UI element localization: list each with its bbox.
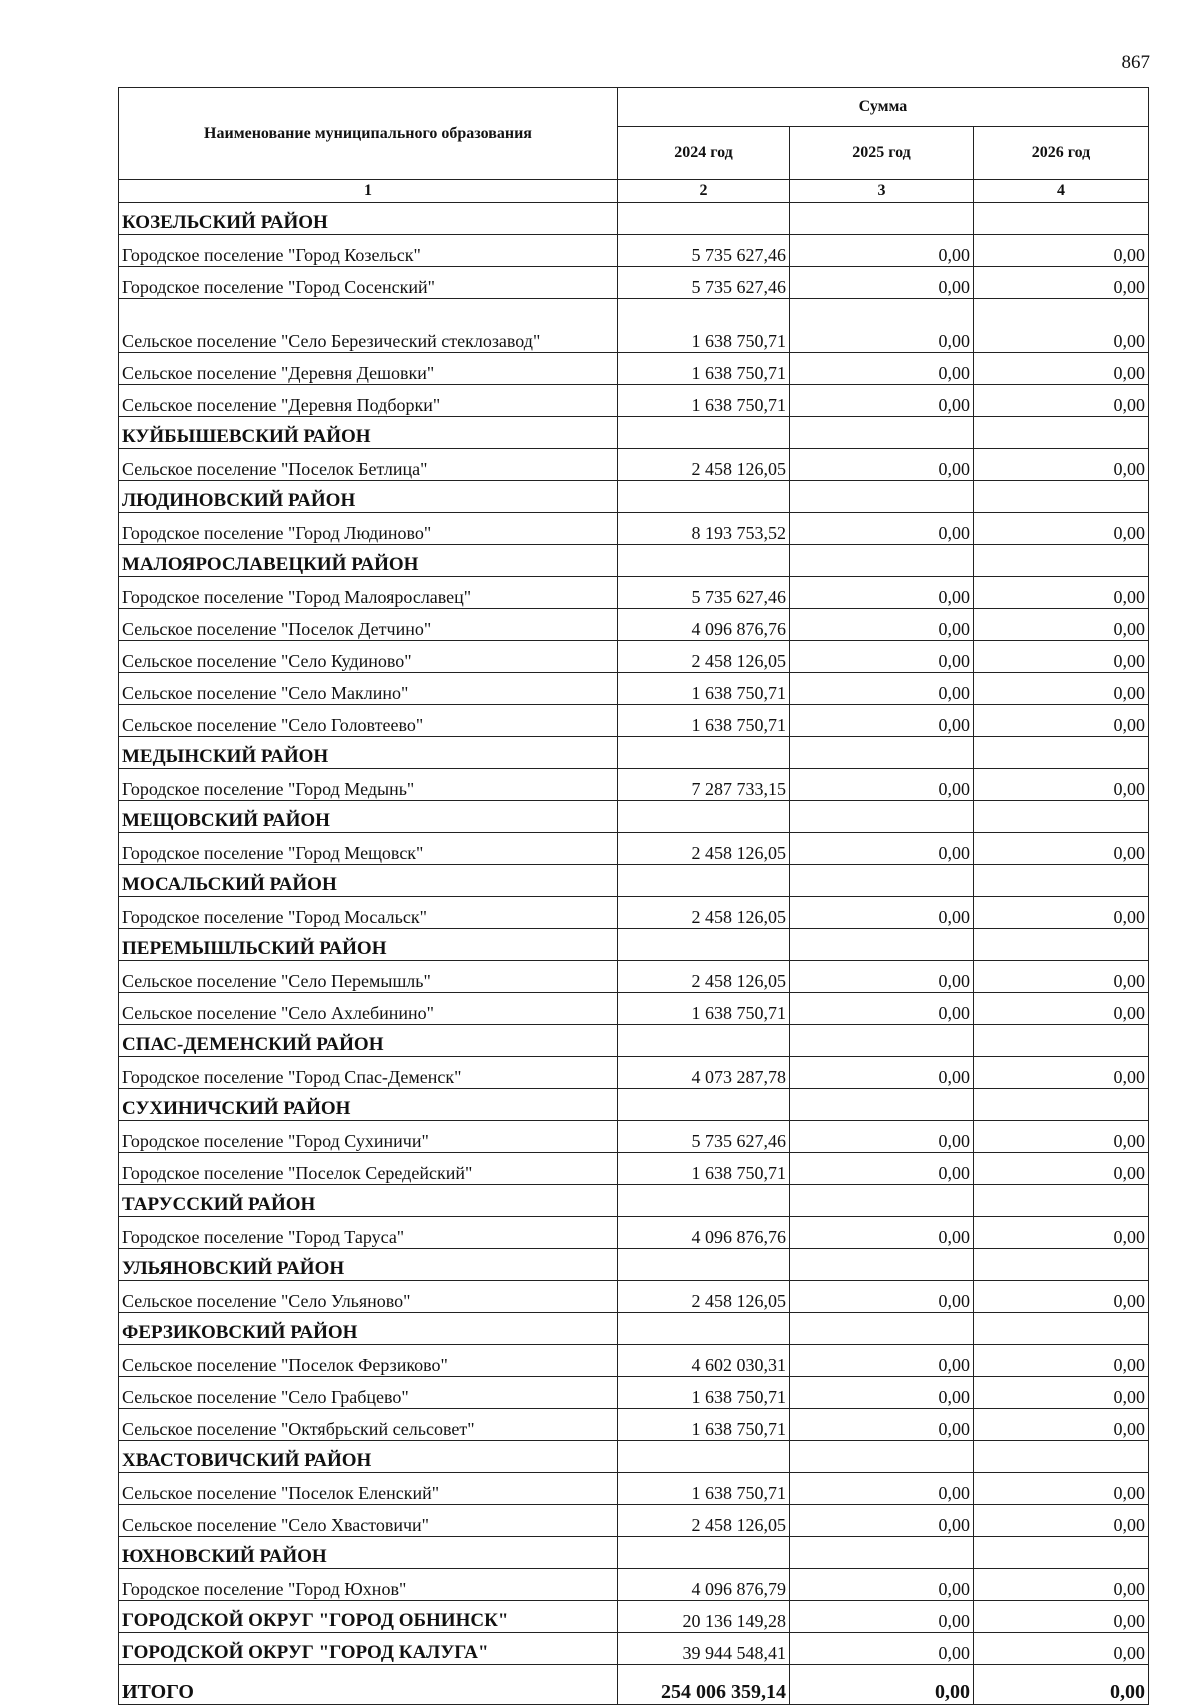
budget-table bbox=[118, 87, 1149, 1705]
amount-2024: 2 458 126,05 bbox=[618, 961, 790, 993]
amount-2025: 0,00 bbox=[790, 1153, 974, 1185]
amount-2024: 7 287 733,15 bbox=[618, 769, 790, 801]
amount-2025: 0,00 bbox=[790, 299, 974, 353]
column-number: 2 bbox=[618, 180, 790, 203]
municipality-name: Сельское поселение "Деревня Подборки" bbox=[119, 385, 618, 417]
amount-2025: 0,00 bbox=[790, 1473, 974, 1505]
amount-2025 bbox=[790, 929, 974, 961]
table-row bbox=[119, 641, 1149, 673]
amount-2024: 1 638 750,71 bbox=[618, 705, 790, 737]
amount-2025: 0,00 bbox=[790, 1633, 974, 1665]
table-row bbox=[119, 353, 1149, 385]
table-row bbox=[119, 1345, 1149, 1377]
amount-2025: 0,00 bbox=[790, 235, 974, 267]
table-row bbox=[119, 385, 1149, 417]
municipality-name: Сельское поселение "Село Маклино" bbox=[119, 673, 618, 705]
district-header-row bbox=[119, 481, 1149, 513]
municipality-name: Городское поселение "Город Козельск" bbox=[119, 235, 618, 267]
district-header-row bbox=[119, 1537, 1149, 1569]
table-row bbox=[119, 1473, 1149, 1505]
amount-2024 bbox=[618, 417, 790, 449]
amount-2024: 20 136 149,28 bbox=[618, 1601, 790, 1633]
municipality-name: Городское поселение "Поселок Середейский" bbox=[119, 1153, 618, 1185]
column-number: 3 bbox=[790, 180, 974, 203]
amount-2024: 5 735 627,46 bbox=[618, 267, 790, 299]
municipality-name: Сельское поселение "Село Хвастовичи" bbox=[119, 1505, 618, 1537]
amount-2024: 39 944 548,41 bbox=[618, 1633, 790, 1665]
municipality-name: Городское поселение "Город Спас-Деменск" bbox=[119, 1057, 618, 1089]
amount-2026: 0,00 bbox=[974, 449, 1149, 481]
amount-2026 bbox=[974, 1441, 1149, 1473]
amount-2026: 0,00 bbox=[974, 1505, 1149, 1537]
district-header-row bbox=[119, 1185, 1149, 1217]
amount-2024: 2 458 126,05 bbox=[618, 449, 790, 481]
municipality-name: Городское поселение "Город Сухиничи" bbox=[119, 1121, 618, 1153]
amount-2025: 0,00 bbox=[790, 673, 974, 705]
amount-2025: 0,00 bbox=[790, 609, 974, 641]
table-row bbox=[119, 1121, 1149, 1153]
amount-2026: 0,00 bbox=[974, 961, 1149, 993]
amount-2026: 0,00 bbox=[974, 769, 1149, 801]
table-row bbox=[119, 1377, 1149, 1409]
amount-2025: 0,00 bbox=[790, 513, 974, 545]
amount-2026 bbox=[974, 801, 1149, 833]
amount-2024: 2 458 126,05 bbox=[618, 1281, 790, 1313]
table-row bbox=[119, 235, 1149, 267]
amount-2026: 0,00 bbox=[974, 1665, 1149, 1705]
page-number: 867 bbox=[1121, 52, 1150, 73]
table-row bbox=[119, 1217, 1149, 1249]
municipality-name: Сельское поселение "Село Грабцево" bbox=[119, 1377, 618, 1409]
district-header-row bbox=[119, 417, 1149, 449]
amount-2024 bbox=[618, 545, 790, 577]
amount-2026 bbox=[974, 417, 1149, 449]
amount-2025: 0,00 bbox=[790, 1665, 974, 1705]
municipality-name: СУХИНИЧСКИЙ РАЙОН bbox=[119, 1089, 618, 1121]
municipality-name: Городское поселение "Город Медынь" bbox=[119, 769, 618, 801]
table-row bbox=[119, 1409, 1149, 1441]
municipality-name: Городское поселение "Город Мосальск" bbox=[119, 897, 618, 929]
amount-2026: 0,00 bbox=[974, 267, 1149, 299]
total-row bbox=[119, 1665, 1149, 1705]
amount-2025 bbox=[790, 1089, 974, 1121]
municipality-name: Сельское поселение "Поселок Детчино" bbox=[119, 609, 618, 641]
amount-2024: 4 073 287,78 bbox=[618, 1057, 790, 1089]
municipality-name: Городское поселение "Город Таруса" bbox=[119, 1217, 618, 1249]
district-header-row bbox=[119, 1025, 1149, 1057]
amount-2025 bbox=[790, 1537, 974, 1569]
amount-2024 bbox=[618, 1537, 790, 1569]
amount-2026 bbox=[974, 1089, 1149, 1121]
amount-2026: 0,00 bbox=[974, 1281, 1149, 1313]
municipality-name: УЛЬЯНОВСКИЙ РАЙОН bbox=[119, 1249, 618, 1281]
amount-2025: 0,00 bbox=[790, 1377, 974, 1409]
table-row bbox=[119, 609, 1149, 641]
amount-2024: 1 638 750,71 bbox=[618, 1377, 790, 1409]
municipality-name: Сельское поселение "Село Ульяново" bbox=[119, 1281, 618, 1313]
table-row bbox=[119, 897, 1149, 929]
amount-2025 bbox=[790, 737, 974, 769]
amount-2024: 5 735 627,46 bbox=[618, 235, 790, 267]
municipality-name: МАЛОЯРОСЛАВЕЦКИЙ РАЙОН bbox=[119, 545, 618, 577]
municipality-name: Сельское поселение "Село Головтеево" bbox=[119, 705, 618, 737]
amount-2026 bbox=[974, 203, 1149, 235]
amount-2025: 0,00 bbox=[790, 705, 974, 737]
amount-2025: 0,00 bbox=[790, 267, 974, 299]
table-row bbox=[119, 1153, 1149, 1185]
municipality-name: Сельское поселение "Поселок Еленский" bbox=[119, 1473, 618, 1505]
municipality-name: Городское поселение "Город Мещовск" bbox=[119, 833, 618, 865]
amount-2026 bbox=[974, 1025, 1149, 1057]
municipality-name: КУЙБЫШЕВСКИЙ РАЙОН bbox=[119, 417, 618, 449]
municipality-name: Сельское поселение "Село Березический стеклозавод" bbox=[119, 299, 618, 353]
municipality-name: Сельское поселение "Октябрьский сельсовет" bbox=[119, 1409, 618, 1441]
amount-2024 bbox=[618, 929, 790, 961]
municipality-name: МОСАЛЬСКИЙ РАЙОН bbox=[119, 865, 618, 897]
amount-2025 bbox=[790, 417, 974, 449]
amount-2024 bbox=[618, 737, 790, 769]
table-row bbox=[119, 513, 1149, 545]
amount-2025 bbox=[790, 1185, 974, 1217]
amount-2025: 0,00 bbox=[790, 385, 974, 417]
amount-2025: 0,00 bbox=[790, 1601, 974, 1633]
amount-2025: 0,00 bbox=[790, 1505, 974, 1537]
table-body bbox=[119, 203, 1149, 1705]
header-year-2025: 2025 год bbox=[790, 127, 974, 180]
amount-2026: 0,00 bbox=[974, 897, 1149, 929]
amount-2026: 0,00 bbox=[974, 1601, 1149, 1633]
amount-2025 bbox=[790, 1313, 974, 1345]
municipality-name: ГОРОДСКОЙ ОКРУГ "ГОРОД КАЛУГА" bbox=[119, 1633, 618, 1665]
municipality-name: СПАС-ДЕМЕНСКИЙ РАЙОН bbox=[119, 1025, 618, 1057]
municipality-name: МЕДЫНСКИЙ РАЙОН bbox=[119, 737, 618, 769]
amount-2025: 0,00 bbox=[790, 1345, 974, 1377]
table-row bbox=[119, 961, 1149, 993]
header-name-column: Наименование муниципального образования bbox=[119, 88, 618, 180]
amount-2025: 0,00 bbox=[790, 577, 974, 609]
amount-2026 bbox=[974, 1537, 1149, 1569]
amount-2024 bbox=[618, 203, 790, 235]
amount-2024 bbox=[618, 801, 790, 833]
amount-2025 bbox=[790, 865, 974, 897]
amount-2024: 5 735 627,46 bbox=[618, 577, 790, 609]
district-header-row bbox=[119, 865, 1149, 897]
amount-2026: 0,00 bbox=[974, 1057, 1149, 1089]
amount-2026: 0,00 bbox=[974, 1153, 1149, 1185]
amount-2026 bbox=[974, 545, 1149, 577]
amount-2024: 1 638 750,71 bbox=[618, 1153, 790, 1185]
header-sum-group: Сумма bbox=[618, 88, 1149, 127]
amount-2026: 0,00 bbox=[974, 993, 1149, 1025]
district-header-row bbox=[119, 203, 1149, 235]
table-row bbox=[119, 1057, 1149, 1089]
header-year-2026: 2026 год bbox=[974, 127, 1149, 180]
column-number: 4 bbox=[974, 180, 1149, 203]
amount-2026: 0,00 bbox=[974, 833, 1149, 865]
amount-2024: 4 096 876,76 bbox=[618, 609, 790, 641]
amount-2025: 0,00 bbox=[790, 993, 974, 1025]
amount-2025 bbox=[790, 481, 974, 513]
district-header-row bbox=[119, 1089, 1149, 1121]
table-row bbox=[119, 1569, 1149, 1601]
amount-2024 bbox=[618, 1249, 790, 1281]
municipality-name: ТАРУССКИЙ РАЙОН bbox=[119, 1185, 618, 1217]
amount-2026: 0,00 bbox=[974, 1473, 1149, 1505]
amount-2026: 0,00 bbox=[974, 353, 1149, 385]
amount-2024 bbox=[618, 1025, 790, 1057]
amount-2024: 1 638 750,71 bbox=[618, 673, 790, 705]
table-row bbox=[119, 993, 1149, 1025]
table-row bbox=[119, 1633, 1149, 1665]
municipality-name: Сельское поселение "Село Перемышль" bbox=[119, 961, 618, 993]
amount-2026: 0,00 bbox=[974, 705, 1149, 737]
amount-2024: 1 638 750,71 bbox=[618, 385, 790, 417]
amount-2025 bbox=[790, 1025, 974, 1057]
amount-2026: 0,00 bbox=[974, 609, 1149, 641]
amount-2026: 0,00 bbox=[974, 1121, 1149, 1153]
amount-2026: 0,00 bbox=[974, 641, 1149, 673]
amount-2024: 2 458 126,05 bbox=[618, 1505, 790, 1537]
municipality-name: ХВАСТОВИЧСКИЙ РАЙОН bbox=[119, 1441, 618, 1473]
table-row bbox=[119, 267, 1149, 299]
amount-2025: 0,00 bbox=[790, 961, 974, 993]
table-row bbox=[119, 769, 1149, 801]
table-row bbox=[119, 673, 1149, 705]
amount-2024: 4 602 030,31 bbox=[618, 1345, 790, 1377]
amount-2026: 0,00 bbox=[974, 577, 1149, 609]
amount-2025: 0,00 bbox=[790, 1569, 974, 1601]
district-header-row bbox=[119, 1249, 1149, 1281]
amount-2024 bbox=[618, 1089, 790, 1121]
municipality-name: Городское поселение "Город Малоярославец" bbox=[119, 577, 618, 609]
table-row bbox=[119, 833, 1149, 865]
amount-2025: 0,00 bbox=[790, 1121, 974, 1153]
amount-2024: 2 458 126,05 bbox=[618, 833, 790, 865]
municipality-name: Сельское поселение "Поселок Бетлица" bbox=[119, 449, 618, 481]
amount-2025 bbox=[790, 801, 974, 833]
amount-2024: 1 638 750,71 bbox=[618, 353, 790, 385]
amount-2025: 0,00 bbox=[790, 1409, 974, 1441]
amount-2026 bbox=[974, 1313, 1149, 1345]
amount-2026: 0,00 bbox=[974, 673, 1149, 705]
amount-2026: 0,00 bbox=[974, 1217, 1149, 1249]
amount-2026 bbox=[974, 737, 1149, 769]
amount-2024 bbox=[618, 1441, 790, 1473]
table-row bbox=[119, 1505, 1149, 1537]
table-row bbox=[119, 577, 1149, 609]
municipality-name: МЕЩОВСКИЙ РАЙОН bbox=[119, 801, 618, 833]
amount-2026: 0,00 bbox=[974, 513, 1149, 545]
amount-2024: 2 458 126,05 bbox=[618, 641, 790, 673]
municipality-name: Сельское поселение "Поселок Ферзиково" bbox=[119, 1345, 618, 1377]
district-header-row bbox=[119, 1441, 1149, 1473]
amount-2024: 1 638 750,71 bbox=[618, 299, 790, 353]
amount-2024 bbox=[618, 1185, 790, 1217]
amount-2024: 4 096 876,79 bbox=[618, 1569, 790, 1601]
amount-2025: 0,00 bbox=[790, 353, 974, 385]
amount-2025 bbox=[790, 203, 974, 235]
amount-2026 bbox=[974, 1185, 1149, 1217]
amount-2024 bbox=[618, 481, 790, 513]
amount-2026 bbox=[974, 929, 1149, 961]
municipality-name: ЛЮДИНОВСКИЙ РАЙОН bbox=[119, 481, 618, 513]
table-row bbox=[119, 449, 1149, 481]
municipality-name: ПЕРЕМЫШЛЬСКИЙ РАЙОН bbox=[119, 929, 618, 961]
amount-2024: 5 735 627,46 bbox=[618, 1121, 790, 1153]
amount-2025: 0,00 bbox=[790, 1057, 974, 1089]
amount-2024: 4 096 876,76 bbox=[618, 1217, 790, 1249]
amount-2025: 0,00 bbox=[790, 449, 974, 481]
amount-2025 bbox=[790, 1249, 974, 1281]
municipality-name: ГОРОДСКОЙ ОКРУГ "ГОРОД ОБНИНСК" bbox=[119, 1601, 618, 1633]
table-row bbox=[119, 705, 1149, 737]
amount-2024: 1 638 750,71 bbox=[618, 993, 790, 1025]
amount-2026 bbox=[974, 1249, 1149, 1281]
district-header-row bbox=[119, 801, 1149, 833]
municipality-name: Городское поселение "Город Юхнов" bbox=[119, 1569, 618, 1601]
amount-2025: 0,00 bbox=[790, 1217, 974, 1249]
amount-2024: 1 638 750,71 bbox=[618, 1409, 790, 1441]
amount-2024: 254 006 359,14 bbox=[618, 1665, 790, 1705]
table-row bbox=[119, 1601, 1149, 1633]
district-header-row bbox=[119, 545, 1149, 577]
amount-2026 bbox=[974, 865, 1149, 897]
amount-2024: 1 638 750,71 bbox=[618, 1473, 790, 1505]
amount-2025 bbox=[790, 545, 974, 577]
amount-2026: 0,00 bbox=[974, 299, 1149, 353]
municipality-name: Городское поселение "Город Сосенский" bbox=[119, 267, 618, 299]
municipality-name: Сельское поселение "Село Кудиново" bbox=[119, 641, 618, 673]
amount-2024: 8 193 753,52 bbox=[618, 513, 790, 545]
municipality-name: ФЕРЗИКОВСКИЙ РАЙОН bbox=[119, 1313, 618, 1345]
amount-2026: 0,00 bbox=[974, 1633, 1149, 1665]
amount-2025 bbox=[790, 1441, 974, 1473]
amount-2024 bbox=[618, 865, 790, 897]
amount-2025: 0,00 bbox=[790, 897, 974, 929]
amount-2026: 0,00 bbox=[974, 235, 1149, 267]
column-number: 1 bbox=[119, 180, 618, 203]
amount-2026: 0,00 bbox=[974, 1409, 1149, 1441]
amount-2025: 0,00 bbox=[790, 769, 974, 801]
district-header-row bbox=[119, 1313, 1149, 1345]
table-row bbox=[119, 299, 1149, 353]
amount-2024: 2 458 126,05 bbox=[618, 897, 790, 929]
municipality-name: Городское поселение "Город Людиново" bbox=[119, 513, 618, 545]
municipality-name: ЮХНОВСКИЙ РАЙОН bbox=[119, 1537, 618, 1569]
amount-2026: 0,00 bbox=[974, 1345, 1149, 1377]
amount-2025: 0,00 bbox=[790, 641, 974, 673]
municipality-name: ИТОГО bbox=[119, 1665, 618, 1705]
amount-2025: 0,00 bbox=[790, 833, 974, 865]
amount-2026 bbox=[974, 481, 1149, 513]
district-header-row bbox=[119, 929, 1149, 961]
header-year-2024: 2024 год bbox=[618, 127, 790, 180]
table-row bbox=[119, 1281, 1149, 1313]
amount-2024 bbox=[618, 1313, 790, 1345]
municipality-name: КОЗЕЛЬСКИЙ РАЙОН bbox=[119, 203, 618, 235]
municipality-name: Сельское поселение "Деревня Дешовки" bbox=[119, 353, 618, 385]
amount-2026: 0,00 bbox=[974, 1377, 1149, 1409]
amount-2026: 0,00 bbox=[974, 1569, 1149, 1601]
municipality-name: Сельское поселение "Село Ахлебинино" bbox=[119, 993, 618, 1025]
amount-2026: 0,00 bbox=[974, 385, 1149, 417]
amount-2025: 0,00 bbox=[790, 1281, 974, 1313]
district-header-row bbox=[119, 737, 1149, 769]
